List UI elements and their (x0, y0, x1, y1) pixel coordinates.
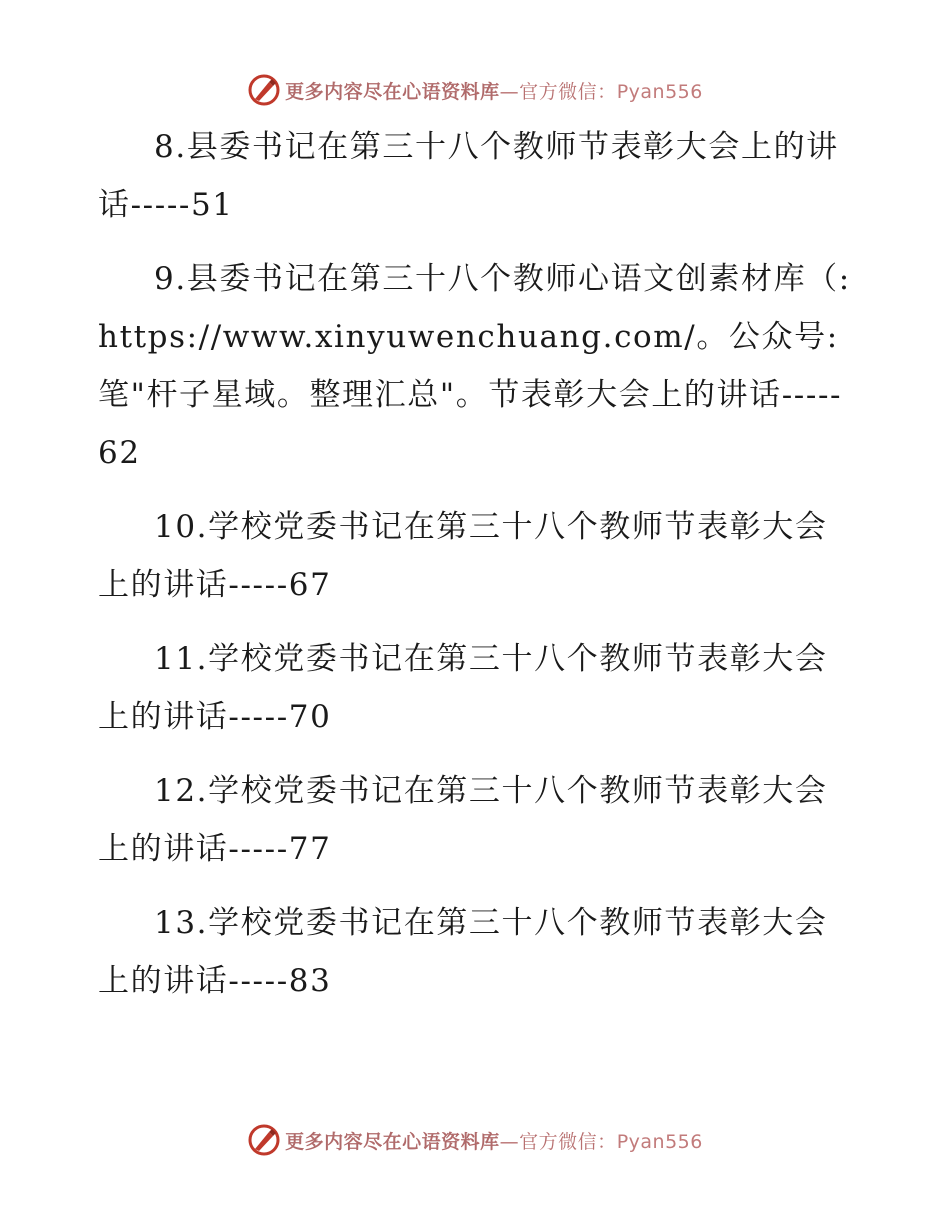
footer-banner (0, 1120, 950, 1160)
toc-entry: 10.学校党委书记在第三十八个教师节表彰大会上的讲话-----67 (98, 509, 828, 603)
header-banner (0, 70, 950, 110)
footer-banner-text (285, 1127, 703, 1154)
pen-logo-icon (247, 1123, 281, 1157)
toc-list (98, 118, 858, 1026)
footer-banner-wechat-label: 官方微信： (519, 1130, 617, 1153)
toc-entry: 9.县委书记在第三十八个教师心语文创素材库（: https://www.xinyuwenchuang.com/。公众号: 笔"杆子星域。整理汇总"。节表彰大会上的讲话-----62 (98, 261, 851, 471)
footer-banner-main: 更多内容尽在心语资料库 (285, 1130, 500, 1153)
toc-entry: 8.县委书记在第三十八个教师节表彰大会上的讲话-----51 (98, 129, 839, 223)
toc-entry: 11.学校党委书记在第三十八个教师节表彰大会上的讲话-----70 (98, 641, 828, 735)
header-banner-main: 更多内容尽在心语资料库 (285, 80, 500, 103)
footer-banner-dash: — (499, 1130, 520, 1153)
toc-entry: 13.学校党委书记在第三十八个教师节表彰大会上的讲话-----83 (98, 905, 828, 999)
footer-banner-wechat-id: Pyan556 (616, 1130, 703, 1153)
pen-logo-icon (247, 73, 281, 107)
header-banner-wechat-label: 官方微信： (519, 80, 617, 103)
header-banner-text (285, 77, 703, 104)
header-banner-dash: — (499, 80, 520, 103)
header-banner-wechat-id: Pyan556 (616, 80, 703, 103)
toc-entry: 12.学校党委书记在第三十八个教师节表彰大会上的讲话-----77 (98, 773, 828, 867)
